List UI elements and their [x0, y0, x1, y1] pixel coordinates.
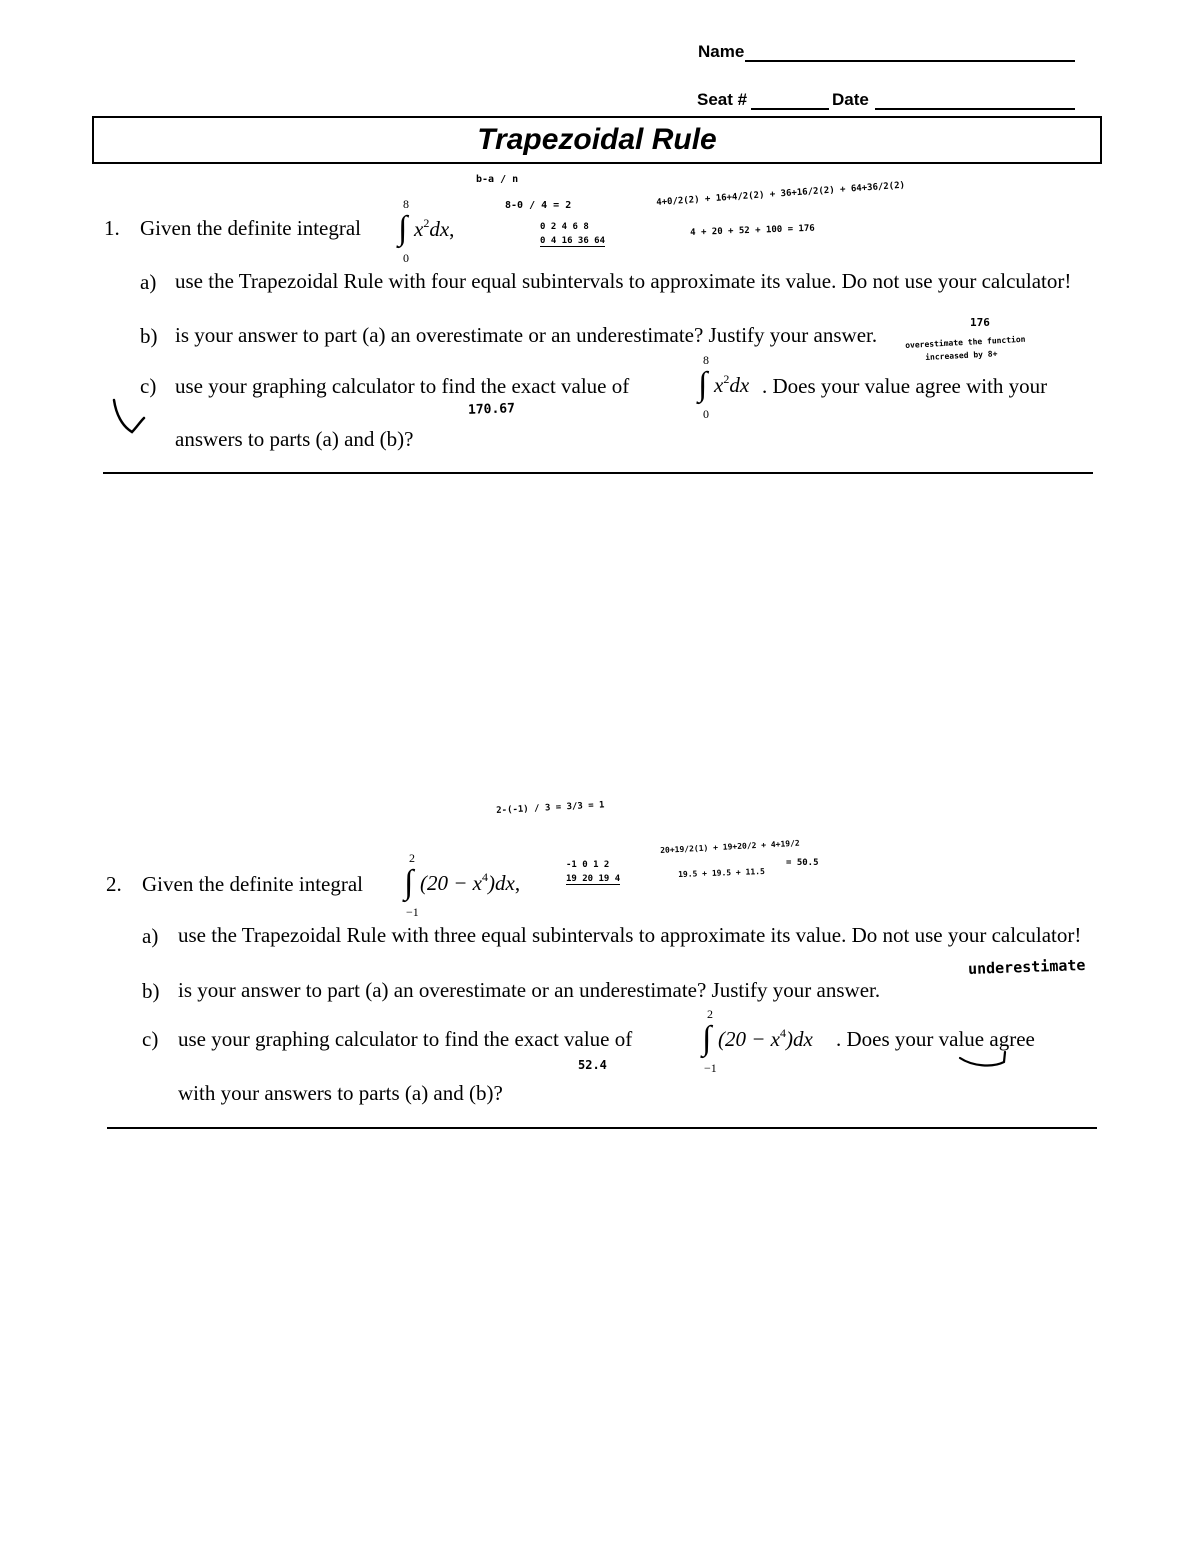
q1-hand-x-values: 0 2 4 6 8 — [540, 222, 589, 232]
q1-integral-upper: 8 — [403, 197, 409, 211]
checkmark-icon — [108, 396, 148, 438]
date-label: Date — [832, 90, 869, 109]
q1-hand-dx-calc: 8-0 / 4 = 2 — [505, 200, 572, 211]
q2b-hand-answer: underestimate — [967, 955, 1086, 979]
q2-hand-sum-result: 19.5 + 19.5 + 11.5 — [678, 866, 765, 879]
q1c-integral — [698, 352, 768, 422]
q2-hand-dx-calc: 2-(-1) / 3 = 3/3 = 1 — [496, 800, 605, 816]
q1-integral-body: $x^2dx$, — [414, 216, 455, 241]
q2c-integral-upper: 2 — [707, 1007, 713, 1021]
q1b-text: is your answer to part (a) an overestimate or an underestimate? Justify your answer. — [175, 323, 878, 347]
q1c-hand-value: 170.67 — [467, 401, 516, 418]
q2c-text-next: with your answers to parts (a) and (b)? — [178, 1081, 503, 1105]
underline-scribble-icon — [958, 1050, 1010, 1072]
q1-number: 1. — [104, 216, 120, 240]
q1c-text-next: answers to parts (a) and (b)? — [175, 427, 414, 451]
q1-integral — [398, 196, 478, 266]
title-box — [92, 116, 1102, 164]
q2-integral — [404, 850, 554, 920]
q2c-text-before: use your graphing calculator to find the exact value of — [178, 1027, 633, 1051]
q1c-label: c) — [140, 374, 157, 398]
q2c-label: c) — [142, 1027, 159, 1051]
q2-number: 2. — [106, 872, 122, 896]
q1c-text-before: use your graphing calculator to find the exact value of — [175, 374, 630, 398]
q1c-text-after: . Does your value agree with your — [762, 374, 1048, 398]
q2-stem: Given the definite integral — [142, 872, 364, 896]
q2-hand-sum-terms: 20+19/2(1) + 19+20/2 + 4+19/2 — [660, 838, 800, 855]
q2c-integral-lower: −1 — [704, 1061, 717, 1075]
date-field-line[interactable] — [875, 108, 1075, 110]
q1c-integral-upper: 8 — [703, 353, 709, 367]
integral-sign-icon: ∫ — [404, 864, 414, 901]
q2b-label: b) — [142, 979, 160, 1003]
q1a-text: use the Trapezoidal Rule with four equal subintervals to approximate its value. Do not use your calculator! — [175, 269, 1072, 293]
integral-sign-icon: ∫ — [398, 210, 408, 247]
q1-hand-y-values: 0 4 16 36 64 — [540, 236, 606, 246]
q2-integral-body: $(20 - x^4)dx$, — [420, 870, 521, 895]
seat-label: Seat # — [697, 90, 748, 109]
q2-integral-upper: 2 — [409, 851, 415, 865]
q2b-text: is your answer to part (a) an overestimate or an underestimate? Justify your answer. — [178, 978, 881, 1002]
seat-field-line[interactable] — [751, 108, 829, 110]
q1-hand-sum-terms: 4+0/2(2) + 16+4/2(2) + 36+16/2(2) + 64+36/2(2) — [656, 180, 906, 208]
q1-divider — [103, 472, 1093, 474]
q1b-hand-value: 176 — [970, 316, 990, 329]
q1b-hand-note1: overestimate the function — [905, 334, 1026, 350]
q2a-text: use the Trapezoidal Rule with three equal subintervals to approximate its value. Do not use your calculator! — [178, 923, 1082, 947]
q1c-integral-lower: 0 — [703, 407, 709, 421]
q1b-label: b) — [140, 324, 158, 348]
q2c-integral — [702, 1006, 842, 1076]
q2-integral-lower: −1 — [406, 905, 419, 919]
q2-hand-y-values: 19 20 19 4 — [566, 874, 621, 884]
q2c-text-after: . Does your value agree — [836, 1027, 1035, 1051]
q2-hand-x-values: -1 0 1 2 — [566, 860, 610, 870]
q1b-hand-note2: increased by 8+ — [925, 349, 998, 362]
q2a-label: a) — [142, 924, 159, 948]
worksheet-title: Trapezoidal Rule — [477, 123, 717, 156]
q2c-hand-value: 52.4 — [578, 1058, 607, 1072]
q1-integral-lower: 0 — [403, 251, 409, 265]
name-field-line[interactable] — [745, 60, 1075, 62]
q1-hand-dx-frac: b-a / n — [476, 174, 519, 185]
q1-hand-sum-result: 4 + 20 + 52 + 100 = 176 — [690, 223, 815, 238]
q1a-label: a) — [140, 270, 157, 294]
q1c-integral-body: $x^2dx$ — [714, 372, 750, 397]
name-label: Name — [698, 42, 745, 61]
q2c-integral-body: $(20 - x^4)dx$ — [718, 1026, 813, 1051]
integral-sign-icon: ∫ — [702, 1020, 712, 1057]
q2-hand-result: = 50.5 — [786, 858, 819, 868]
q1-stem: Given the definite integral — [140, 216, 362, 240]
q2-divider — [107, 1127, 1097, 1129]
integral-sign-icon: ∫ — [698, 366, 708, 403]
